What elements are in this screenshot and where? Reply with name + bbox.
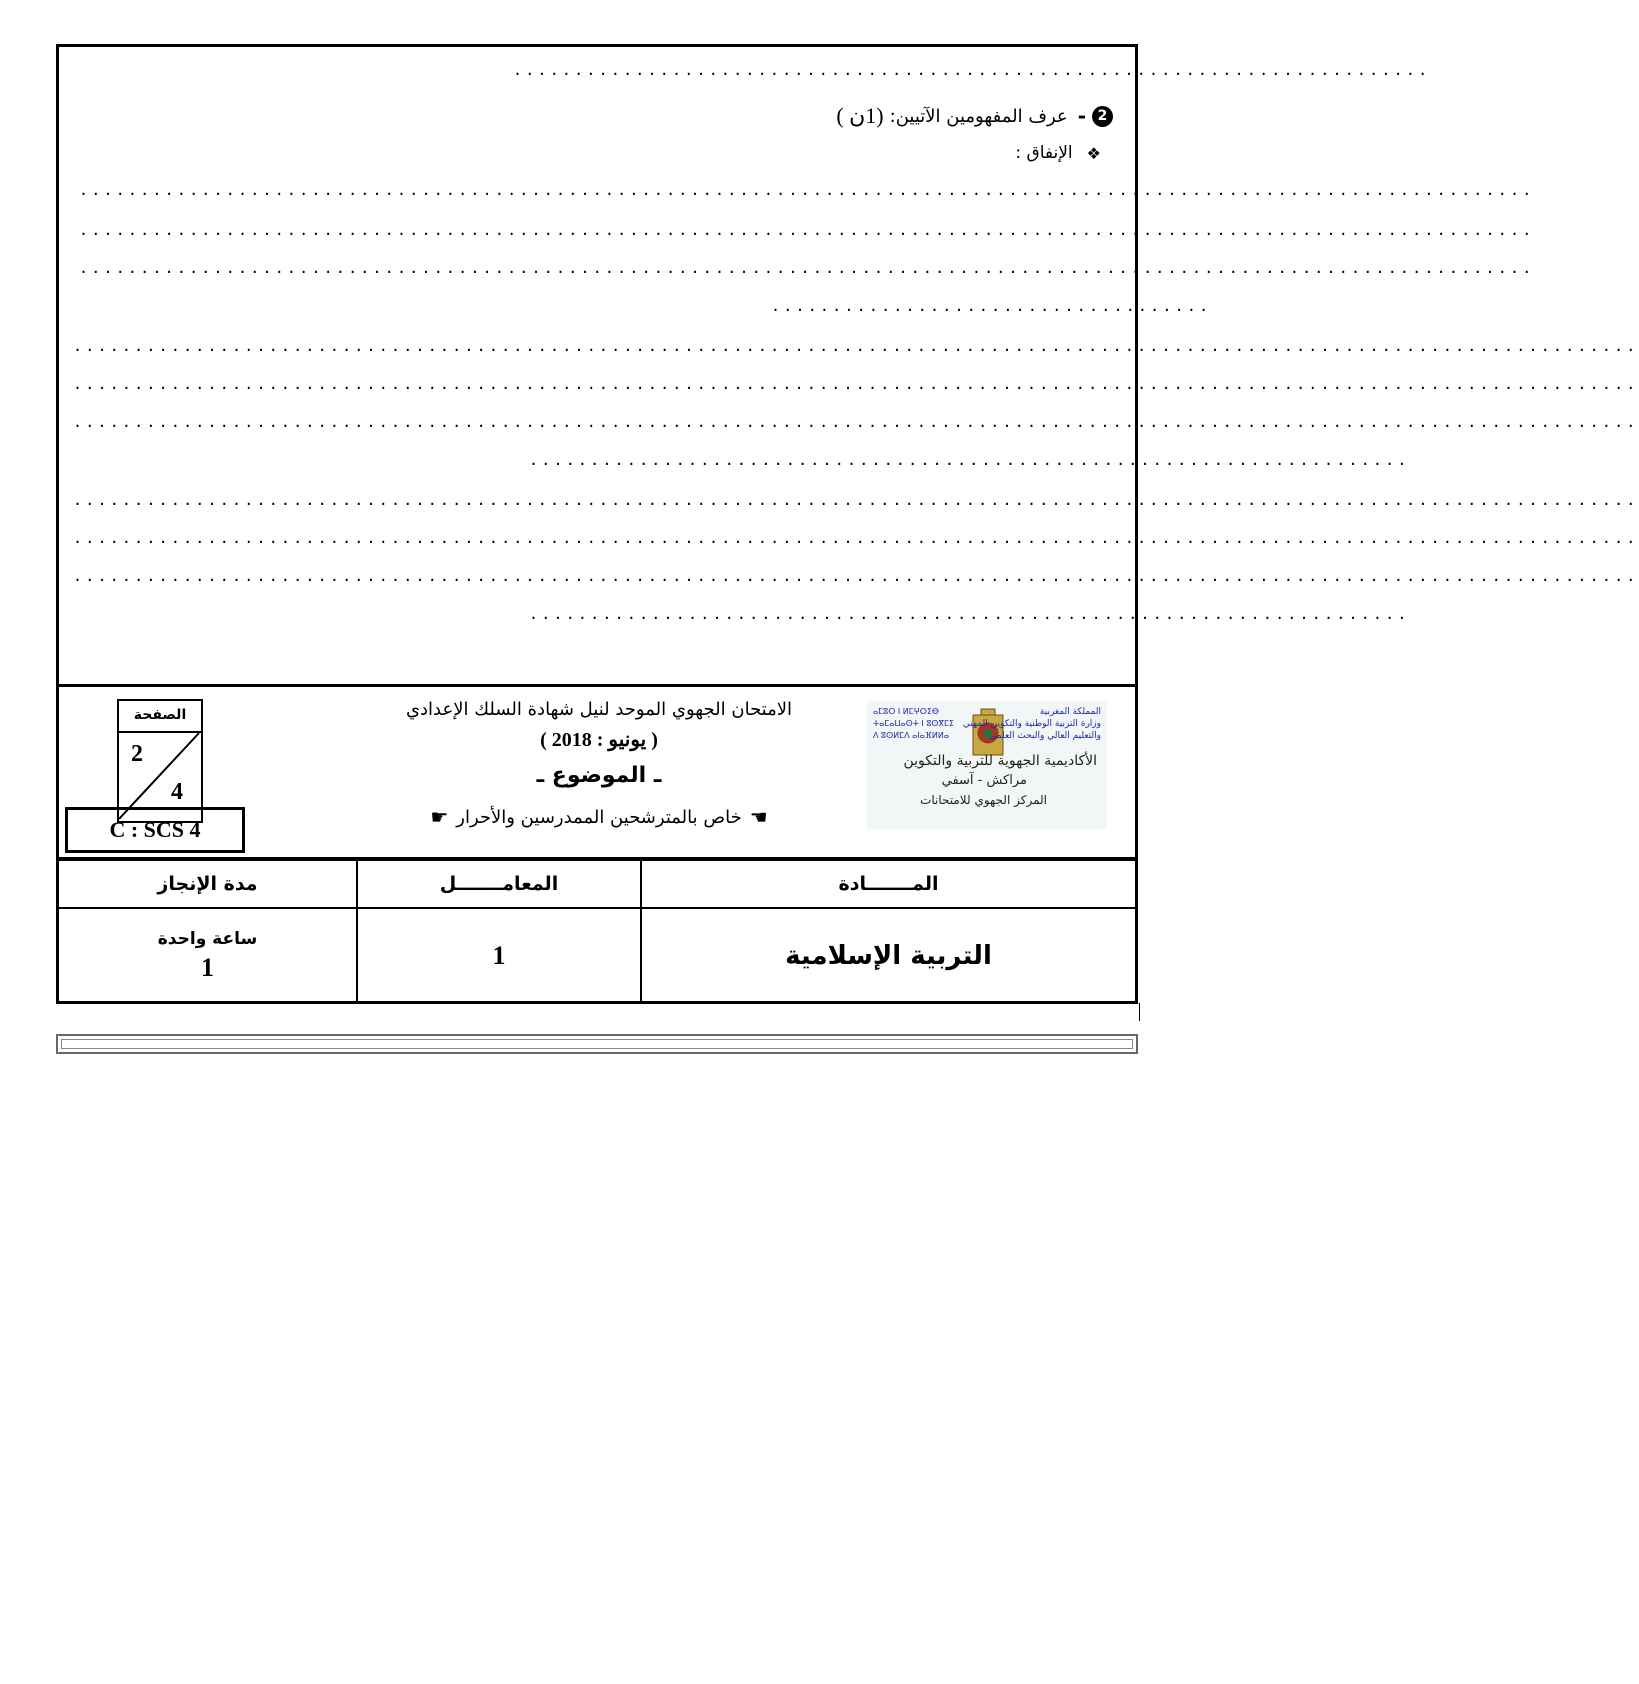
page-current: 2 [131,741,143,767]
question-points: (1ن ) [836,103,884,128]
coefficient-cell [357,908,641,1003]
logo-line: مراكش - آسفي [941,773,1027,788]
session-text: ( يونيو : 2018 ) [540,729,658,751]
pointing-hand-icon: ☚ [749,805,768,829]
subject-cell [641,908,1135,1003]
subject-value: التربية الإسلامية [785,941,992,971]
page-bottom-bar [56,1034,1138,1054]
answer-dotted-line: ........................................................................ [529,451,1410,469]
answer-dotted-line: .................................... [771,297,1212,315]
logo-line: المملكة المغربية [1039,707,1101,717]
coefficient-header: المعامـــــــل [357,860,641,908]
answer-dotted-line: ................................................................................................................................ [73,337,1639,355]
exam-header [59,684,1135,859]
logo-tifinagh-line: ⴰⵎⵓⵔ ⵏ ⵍⵎⵖⵔⵉⴱ [873,707,939,716]
exam-title: الامتحان الجهوي الموحد لنيل شهادة السلك الإعدادي [405,699,793,720]
answer-dotted-line: ........................................................................ [529,605,1410,623]
academy-logo [867,701,1107,829]
exam-info-table [59,859,1135,1003]
margin-tick [1139,1003,1140,1021]
duration-text: ساعة واحدة [157,929,258,949]
exam-page-frame [56,44,1639,1004]
answer-dotted-line: ................................................................................................................................ [73,529,1639,547]
subject-heading: ـ الموضوع ـ [536,763,662,788]
logo-line: وزارة التربية الوطنية والتكوين المهني [962,719,1101,729]
question-number-badge: 2 [1092,106,1113,127]
duration-header: مدة الإنجاز [59,860,357,908]
answer-dotted-line: ................................................................................................................................ [73,375,1639,393]
logo-line: المركز الجهوي للامتحانات [920,793,1047,807]
logo-tifinagh-line: ⵜⴰⵎⴰⵡⴰⵙⵜ ⵏ ⵓⵙⴳⵎⵉ [873,719,954,728]
exam-code: C : SCS 4 [65,807,245,853]
concept-term: الإنفاق : [1015,143,1073,163]
logo-line: والتعليم العالي والبحث العلمي [989,731,1101,741]
subject-header: المـــــــادة [641,860,1135,908]
answer-dotted-line: ....................................................................................................................... [79,221,1535,239]
answer-dotted-line: ................................................................................................................................ [73,567,1639,585]
duration-cell [59,908,357,1003]
answer-dotted-line: ................................................................................................................................ [73,491,1639,509]
coefficient-value: 1 [492,941,506,970]
pointing-hand-icon: ☛ [430,805,449,829]
candidate-note-text: خاص بالمترشحين الممدرسين والأحرار [456,806,742,828]
logo-tifinagh-line: ⴷ ⵓⵙⵍⵎⴷ ⴰⵏⴰⴼⵍⵍⴰ [873,731,949,740]
exam-session [389,727,809,752]
question-dash: - [1077,104,1086,128]
answer-area [59,47,1639,687]
candidate-note [389,805,809,829]
answer-dotted-line: ....................................................................................................................... [79,181,1535,199]
concept-item [1015,143,1101,163]
table-row [59,860,1135,908]
question-text: عرف المفهومين الآتيين: [889,105,1068,127]
answer-dotted-line: ................................................................................................................................ [73,413,1639,431]
answer-dotted-line: ....................................................................................................................... [79,259,1535,277]
answer-dotted-line: ........................................................................... [513,61,1431,79]
page-total: 4 [171,779,183,805]
question-2 [836,103,1113,129]
diamond-bullet-icon: ❖ [1086,143,1101,163]
duration-number: 1 [201,953,214,982]
page-label: الصفحة [119,701,201,733]
page-number-box [117,699,203,823]
logo-line: الأكاديمية الجهوية للتربية والتكوين [903,753,1097,769]
table-row [59,908,1135,1003]
